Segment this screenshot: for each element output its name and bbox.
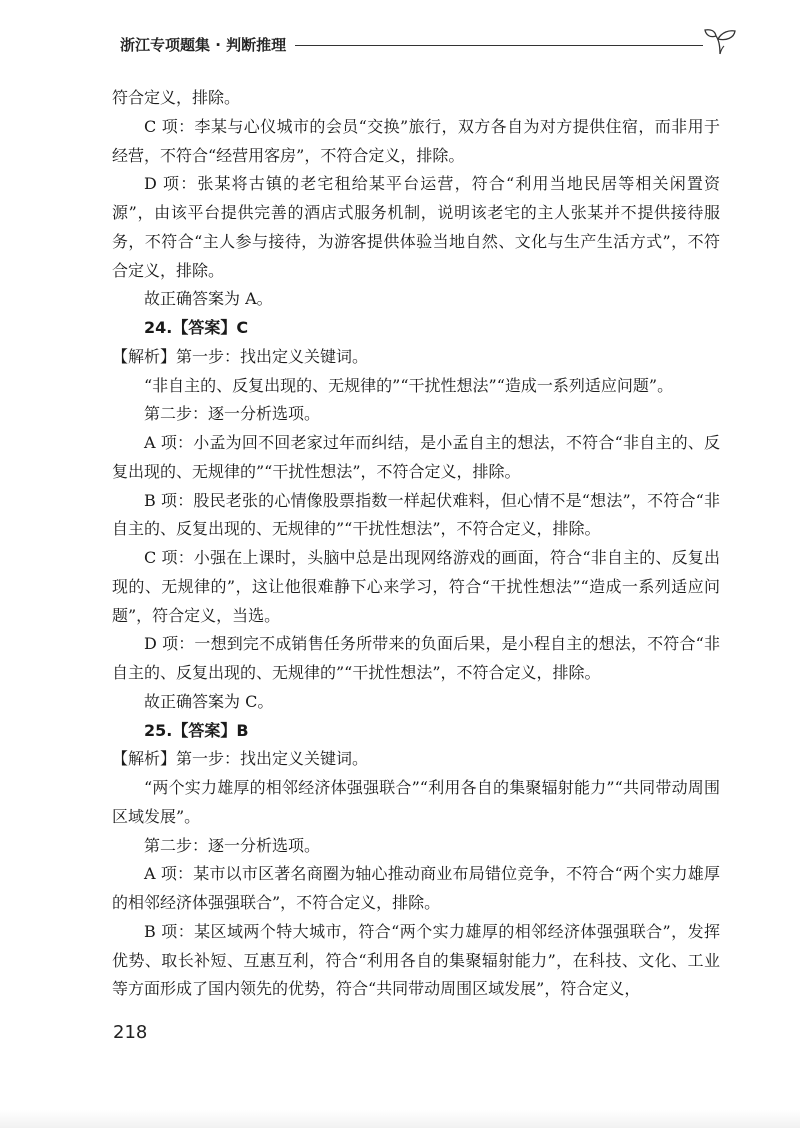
answer-heading: 24.【答案】C: [144, 318, 249, 337]
scan-edge: [0, 1110, 800, 1128]
paragraph: 故正确答案为 A。: [144, 289, 273, 309]
paragraph: C 项：李某与心仪城市的会员“交换”旅行，双方各自为对方提供住宿，而非用于经营，不符合“经营用客房”，不符合定义，排除。: [112, 116, 720, 165]
paragraph: B 项：某区域两个特大城市，符合“两个实力雄厚的相邻经济体强强联合”，发挥优势、取长补短、互惠互利，符合“利用各自的集聚辐射能力”，在科技、文化、工业等方面形成了国内领先的优势，符合“共同带动周围区域发展”，符合定义，: [112, 921, 720, 999]
paragraph: “两个实力雄厚的相邻经济体强强联合”“利用各自的集聚辐射能力”“共同带动周围区域发展”。: [112, 778, 720, 826]
answer-heading: 25.【答案】B: [144, 720, 249, 740]
paragraph: A 项：小孟为回不回老家过年而纠结，是小孟自主的想法，不符合“非自主的、反复出现的、无规律的”“干扰性想法”，不符合定义，排除。: [112, 433, 720, 481]
paragraph: 故正确答案为 C。: [144, 691, 274, 711]
paragraph: D 项：一想到完不成销售任务所带来的负面后果，是小程自主的想法，不符合“非自主的、反复出现的、无规律的”“干扰性想法”，不符合定义，排除。: [112, 634, 720, 682]
analysis-heading: 【解析】第一步：找出定义关键词。: [112, 346, 369, 366]
running-header-title: 浙江专项题集 · 判断推理: [120, 36, 287, 54]
paragraph: A 项：某市以市区著名商圈为轴心推动商业布局错位竞争，不符合“两个实力雄厚的相邻经济体强强联合”，不符合定义，排除。: [112, 864, 720, 912]
sprout-icon: [702, 26, 738, 56]
header-divider: [295, 45, 703, 46]
running-header: [120, 30, 740, 60]
answer-explanations: [112, 84, 720, 1004]
page-number: 218: [113, 1022, 148, 1043]
paragraph: 第二步：逐一分析选项。: [144, 835, 321, 855]
paragraph: “非自主的、反复出现的、无规律的”“干扰性想法”“造成一系列适应问题”。: [144, 375, 674, 395]
paragraph: B 项：股民老张的心情像股票指数一样起伏难料，但心情不是“想法”，不符合“非自主的、反复出现的、无规律的”“干扰性想法”，不符合定义，排除。: [112, 490, 720, 539]
paragraph: 第二步：逐一分析选项。: [144, 404, 321, 424]
paragraph: C 项：小强在上课时，头脑中总是出现网络游戏的画面，符合“非自主的、反复出现的、无规律的”，这让他很难静下心来学习，符合“干扰性想法”“造成一系列适应问题”，符合定义，当选。: [112, 548, 720, 625]
paragraph: D 项：张某将古镇的老宅租给某平台运营，符合“利用当地民居等相关闲置资源”，由该平台提供完善的酒店式服务机制，说明该老宅的主人张某并不提供接待服务，不符合“主人参与接待，为游客提供体验当地自然、文化与生产生活方式”，不符合定义，排除。: [112, 174, 720, 280]
analysis-heading: 【解析】第一步：找出定义关键词。: [112, 749, 369, 769]
paragraph: 符合定义，排除。: [112, 88, 241, 107]
